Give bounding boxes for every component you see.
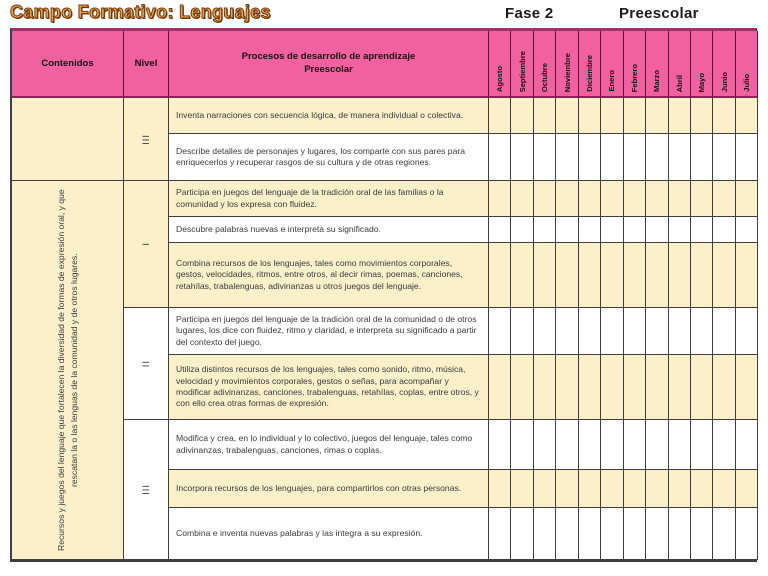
month-cell xyxy=(691,420,713,470)
month-cell xyxy=(579,243,601,308)
month-header-julio: Julio xyxy=(736,31,758,98)
month-cell xyxy=(646,134,668,181)
month-cell xyxy=(511,470,533,508)
month-cell xyxy=(534,243,556,308)
month-cell xyxy=(534,181,556,217)
month-cell xyxy=(601,508,623,560)
month-cell xyxy=(579,420,601,470)
month-cell xyxy=(713,355,735,420)
month-header-mayo: Mayo xyxy=(691,31,713,98)
month-header-octubre: Octubre xyxy=(534,31,556,98)
month-cell xyxy=(646,181,668,217)
proceso-row: Participa en juegos del lenguaje de la tradición oral de las familias o la comunidad y los expresa con fluidez. xyxy=(169,181,489,217)
month-cell xyxy=(601,243,623,308)
month-cell xyxy=(691,217,713,243)
month-cell xyxy=(646,308,668,355)
month-cell xyxy=(691,134,713,181)
month-cell xyxy=(669,243,691,308)
month-cell xyxy=(511,217,533,243)
month-cell xyxy=(556,98,578,134)
nivel-cell-g2-i: I xyxy=(124,181,169,308)
month-header-diciembre: Diciembre xyxy=(579,31,601,98)
month-cell xyxy=(624,420,646,470)
month-cell xyxy=(691,355,713,420)
month-cell xyxy=(624,134,646,181)
month-cell xyxy=(736,181,758,217)
month-cell xyxy=(601,217,623,243)
month-cell xyxy=(579,470,601,508)
month-cell xyxy=(489,355,511,420)
month-cell xyxy=(601,98,623,134)
month-cell xyxy=(624,98,646,134)
month-cell xyxy=(646,470,668,508)
month-cell xyxy=(489,217,511,243)
month-cell xyxy=(713,181,735,217)
month-cell xyxy=(556,508,578,560)
month-header-enero: Enero xyxy=(601,31,623,98)
month-cell xyxy=(556,355,578,420)
month-cell xyxy=(713,470,735,508)
month-cell xyxy=(489,98,511,134)
month-header-junio: Junio xyxy=(713,31,735,98)
month-cell xyxy=(601,420,623,470)
month-cell xyxy=(534,308,556,355)
month-cell xyxy=(669,98,691,134)
contenidos-cell-group1 xyxy=(12,98,124,181)
month-cell xyxy=(713,217,735,243)
month-cell xyxy=(646,217,668,243)
month-cell xyxy=(579,98,601,134)
curriculum-table xyxy=(10,28,757,562)
contenidos-cell-group2: Recursos y juegos del lenguaje que fortalecen la diversidad de formas de expresión oral, y que rescatan la o las lenguas de la comunidad y de otros lugares. xyxy=(12,181,124,560)
month-header-febrero: Febrero xyxy=(624,31,646,98)
proceso-row: Inventa narraciones con secuencia lógica, de manera individual o colectiva. xyxy=(169,98,489,134)
page-title: Campo Formativo: Lenguajes xyxy=(10,2,271,22)
month-cell xyxy=(736,308,758,355)
month-cell xyxy=(511,243,533,308)
month-cell xyxy=(624,308,646,355)
month-cell xyxy=(579,308,601,355)
month-cell xyxy=(624,470,646,508)
preescolar-label: Preescolar xyxy=(619,5,699,22)
column-header-nivel: Nivel xyxy=(124,31,169,98)
month-cell xyxy=(691,98,713,134)
month-cell xyxy=(534,98,556,134)
month-cell xyxy=(646,243,668,308)
proceso-row: Combina e inventa nuevas palabras y las integra a su expresión. xyxy=(169,508,489,560)
month-cell xyxy=(669,420,691,470)
proceso-row: Incorpora recursos de los lenguajes, para compartirlos con otras personas. xyxy=(169,470,489,508)
month-cell xyxy=(534,217,556,243)
month-cell xyxy=(736,355,758,420)
month-header-septiembre: Septiembre xyxy=(511,31,533,98)
proceso-row: Modifica y crea, en lo individual y lo colectivo, juegos del lenguaje, tales como adivinanzas, trabalenguas, canciones, rimas o coplas. xyxy=(169,420,489,470)
month-cell xyxy=(511,134,533,181)
nivel-cell-g2-ii: II xyxy=(124,308,169,420)
month-cell xyxy=(556,217,578,243)
month-cell xyxy=(669,181,691,217)
month-cell xyxy=(534,420,556,470)
month-cell xyxy=(511,181,533,217)
month-cell xyxy=(534,134,556,181)
month-cell xyxy=(489,470,511,508)
month-cell xyxy=(511,355,533,420)
month-cell xyxy=(691,243,713,308)
proceso-row: Describe detalles de personajes y lugares, los comparte con sus pares para enriquecerlos y recuperar rasgos de su cultura y de otras regiones. xyxy=(169,134,489,181)
month-cell xyxy=(669,134,691,181)
month-cell xyxy=(713,508,735,560)
nivel-cell-g1-iii: III xyxy=(124,98,169,181)
procesos-header-line1: Procesos de desarrollo de aprendizaje xyxy=(241,50,416,62)
month-cell xyxy=(736,98,758,134)
fase-label: Fase 2 xyxy=(505,5,554,22)
month-cell xyxy=(556,243,578,308)
month-cell xyxy=(511,308,533,355)
month-cell xyxy=(691,181,713,217)
month-cell xyxy=(489,508,511,560)
month-header-agosto: Agosto xyxy=(489,31,511,98)
month-cell xyxy=(646,420,668,470)
month-cell xyxy=(601,308,623,355)
month-cell xyxy=(601,470,623,508)
month-header-abril: Abril xyxy=(669,31,691,98)
month-cell xyxy=(511,420,533,470)
month-cell xyxy=(691,308,713,355)
month-cell xyxy=(489,243,511,308)
month-cell xyxy=(713,420,735,470)
month-cell xyxy=(601,181,623,217)
month-cell xyxy=(511,508,533,560)
month-cell xyxy=(713,243,735,308)
month-cell xyxy=(556,134,578,181)
month-cell xyxy=(579,181,601,217)
month-cell xyxy=(534,508,556,560)
month-cell xyxy=(646,98,668,134)
month-cell xyxy=(691,470,713,508)
month-cell xyxy=(669,217,691,243)
month-cell xyxy=(736,217,758,243)
month-header-noviembre: Noviembre xyxy=(556,31,578,98)
month-cell xyxy=(556,420,578,470)
month-cell xyxy=(556,470,578,508)
month-cell xyxy=(646,508,668,560)
month-cell xyxy=(511,98,533,134)
month-cell xyxy=(601,355,623,420)
month-cell xyxy=(736,508,758,560)
month-cell xyxy=(556,308,578,355)
month-cell xyxy=(736,243,758,308)
month-cell xyxy=(556,181,578,217)
month-cell xyxy=(579,355,601,420)
column-header-contenidos: Contenidos xyxy=(12,31,124,98)
proceso-row: Descubre palabras nuevas e interpreta su significado. xyxy=(169,217,489,243)
month-cell xyxy=(713,134,735,181)
month-cell xyxy=(669,470,691,508)
month-cell xyxy=(736,470,758,508)
month-cell xyxy=(713,308,735,355)
month-cell xyxy=(489,181,511,217)
month-cell xyxy=(624,508,646,560)
month-cell xyxy=(624,181,646,217)
nivel-cell-g2-iii: III xyxy=(124,420,169,560)
month-cell xyxy=(534,355,556,420)
month-cell xyxy=(713,98,735,134)
proceso-row: Participa en juegos del lenguaje de la tradición oral de la comunidad o de otros lugares, los dice con fluidez, ritmo y claridad, e interpreta su significado a partir del contexto del juego. xyxy=(169,308,489,355)
proceso-row: Utiliza distintos recursos de los lenguajes, tales como sonido, ritmo, música, velocidad y movimientos corporales, gestos o señas, para acompañar y modificar adivinanzas, canciones, trabalenguas, retahílas, coplas, entre otros, y con ello crea otras formas de expresión. xyxy=(169,355,489,420)
month-cell xyxy=(736,420,758,470)
month-cell xyxy=(624,243,646,308)
month-cell xyxy=(579,508,601,560)
month-cell xyxy=(669,508,691,560)
month-header-marzo: Marzo xyxy=(646,31,668,98)
month-cell xyxy=(669,308,691,355)
month-cell xyxy=(534,470,556,508)
procesos-header-line2: Preescolar xyxy=(304,63,353,75)
month-cell xyxy=(736,134,758,181)
month-cell xyxy=(579,134,601,181)
month-cell xyxy=(489,420,511,470)
month-cell xyxy=(489,308,511,355)
column-header-procesos xyxy=(169,31,489,98)
month-cell xyxy=(691,508,713,560)
month-cell xyxy=(669,355,691,420)
month-cell xyxy=(601,134,623,181)
month-cell xyxy=(624,355,646,420)
month-cell xyxy=(624,217,646,243)
proceso-row: Combina recursos de los lenguajes, tales como movimientos corporales, gestos, velocidades, ritmos, entre otros, al decir rimas, poemas, canciones, retahílas, trabalenguas, adivinanzas u otros juegos del lenguaje. xyxy=(169,243,489,308)
month-cell xyxy=(646,355,668,420)
month-cell xyxy=(579,217,601,243)
top-bar xyxy=(0,0,768,28)
month-cell xyxy=(489,134,511,181)
